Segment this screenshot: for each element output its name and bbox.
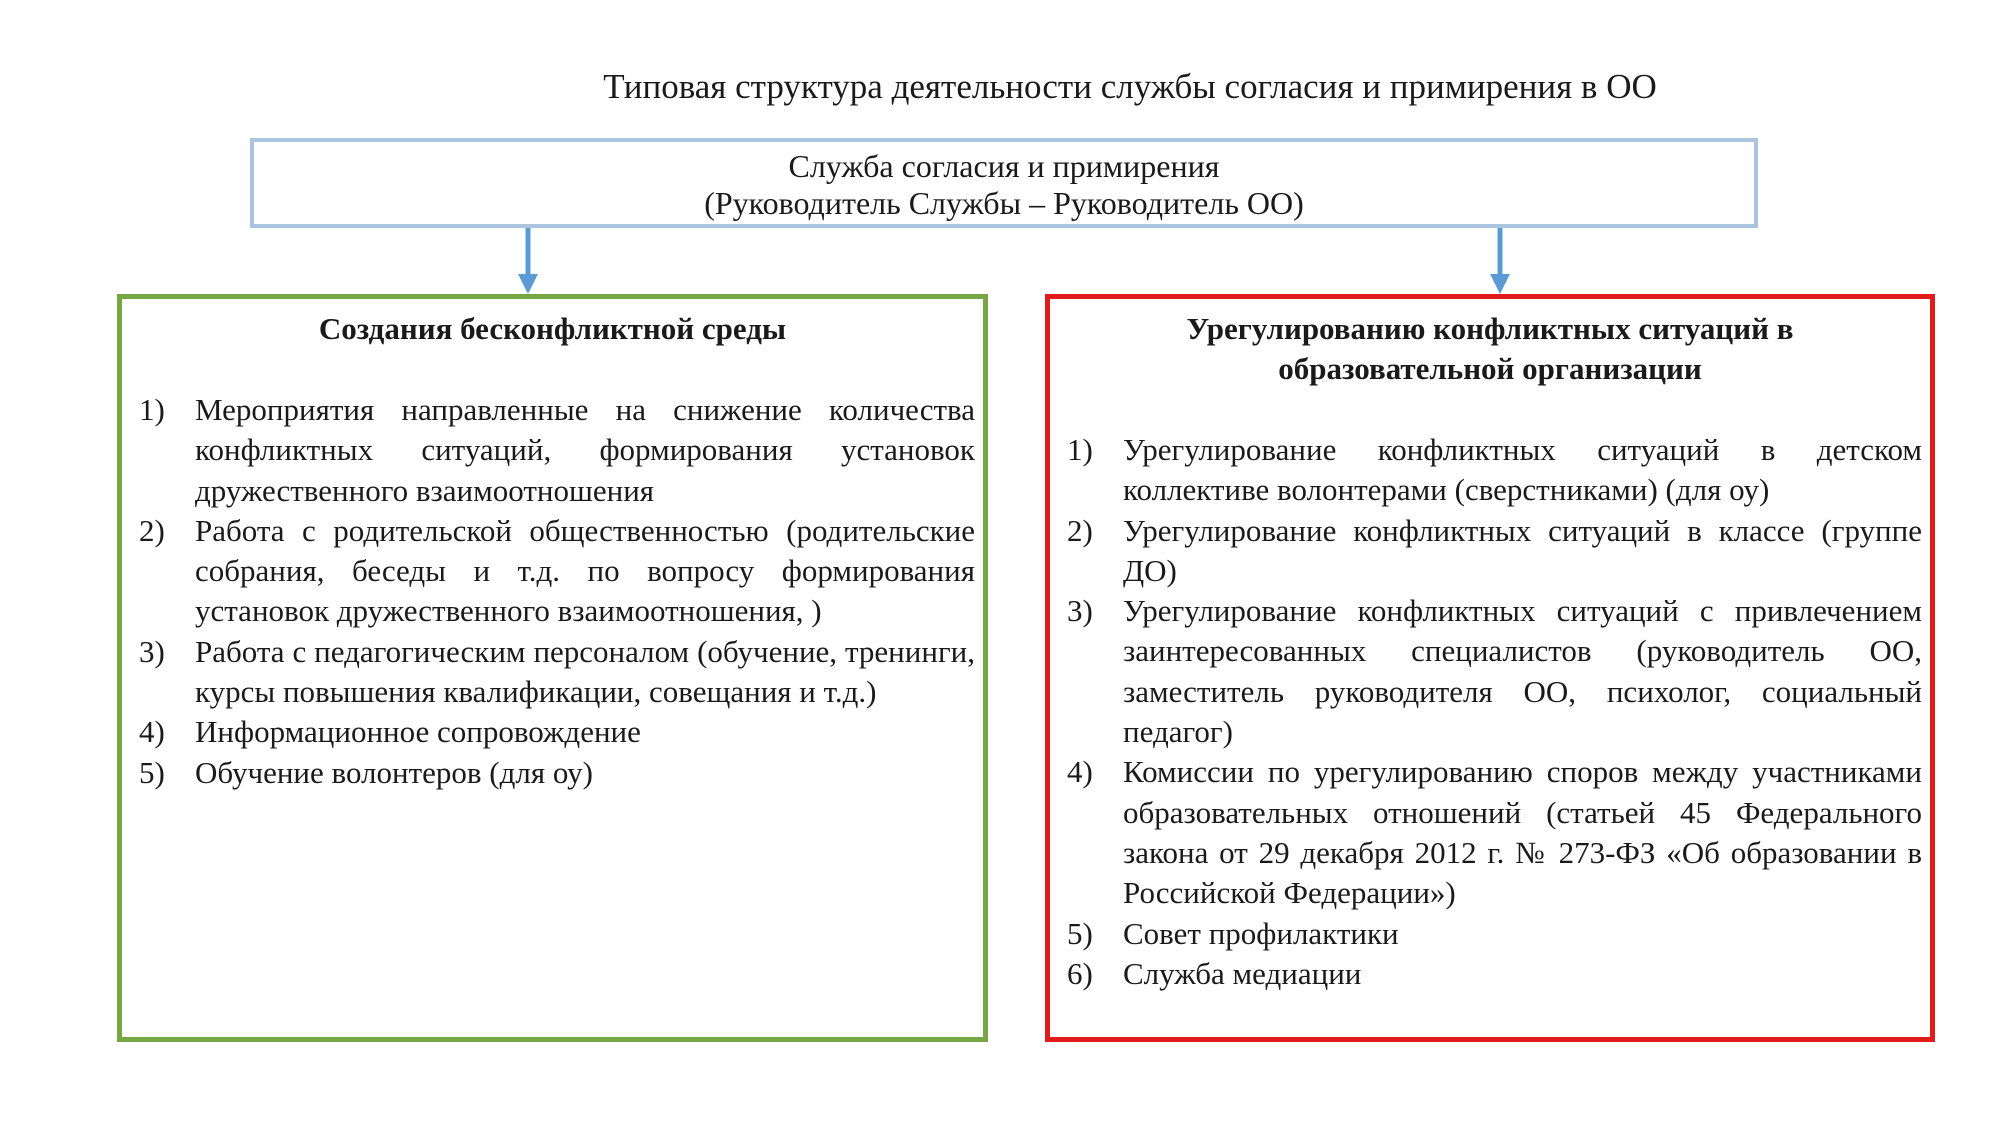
list-item: [1067, 914, 1922, 954]
right-panel-heading: [1050, 309, 1930, 389]
list-item: [139, 632, 975, 713]
list-item-text: Урегулирование конфликтных ситуаций в классе (группе ДО): [1123, 512, 1922, 588]
list-item: [139, 753, 975, 793]
list-item: [1067, 430, 1922, 511]
list-item: [1067, 511, 1922, 592]
list-item-text: Работа с родительской общественностью (родительские собрания, беседы и т.д. по вопросу формирования установок дружественного взаимоотношения, ): [195, 512, 975, 629]
list-item-number: 5): [139, 754, 165, 790]
diagram-title: Типовая структура деятельности службы согласия и примирения в ОО: [603, 67, 1657, 106]
service-box: [250, 138, 1758, 228]
left-panel-list: [139, 390, 975, 793]
right-panel-heading-line2: образовательной организации: [1278, 351, 1702, 386]
list-item-number: 3): [139, 633, 165, 669]
list-item-number: 4): [1067, 754, 1093, 790]
list-item-number: 1): [139, 392, 165, 427]
conflict-resolution-panel: [1045, 294, 1935, 1042]
list-item-text: Урегулирование конфликтных ситуаций с привлечением заинтересованных специалистов (руководитель ОО, заместитель руководителя ОО, психолог, социальный педагог): [1123, 593, 1922, 750]
conflict-free-environment-panel: [117, 294, 988, 1042]
arrow-to-left-panel: [518, 228, 538, 294]
list-item: [139, 712, 975, 752]
list-item-text: Служба медиации: [1123, 955, 1362, 991]
list-item-text: Мероприятия направленные на снижение количества конфликтных ситуаций, формирования установок дружественного взаимоотношения: [195, 392, 975, 508]
list-item-text: Работа с педагогическим персоналом (обучение, тренинги, курсы повышения квалификации, совещания и т.д.): [195, 633, 975, 710]
list-item-number: 6): [1067, 955, 1093, 991]
list-item-number: 3): [1067, 593, 1093, 629]
right-panel-heading-line1: Урегулированию конфликтных ситуаций в: [1186, 311, 1794, 346]
left-panel-heading: Создания бесконфликтной среды: [318, 311, 787, 346]
list-item-text: Урегулирование конфликтных ситуаций в детском коллективе волонтерами (сверстниками) (для оу): [1123, 432, 1922, 508]
list-item-number: 1): [1067, 432, 1093, 467]
list-item-text: Информационное сопровождение: [195, 714, 641, 750]
service-box-title: Служба согласия и примирения: [788, 148, 1220, 184]
list-item-number: 4): [139, 714, 165, 750]
list-item: [1067, 591, 1922, 752]
service-box-subtitle: (Руководитель Службы – Руководитель ОО): [704, 185, 1304, 221]
list-item-number: 2): [139, 512, 165, 548]
list-item: [139, 390, 975, 511]
right-panel-list: [1067, 430, 1922, 994]
list-item-number: 2): [1067, 512, 1093, 548]
list-item: [1067, 752, 1922, 913]
list-item-text: Обучение волонтеров (для оу): [195, 754, 594, 790]
list-item-text: Совет профилактики: [1123, 915, 1399, 951]
list-item: [139, 511, 975, 632]
list-item-text: Комиссии по урегулированию споров между участниками образовательных отношений (статьей 45 Федерального закона от 29 декабря 2012 г. № 273-ФЗ «Об образовании в Российской Федерации»): [1123, 754, 1922, 911]
list-item: [1067, 954, 1922, 994]
list-item-number: 5): [1067, 915, 1093, 951]
arrow-to-right-panel: [1490, 228, 1510, 294]
